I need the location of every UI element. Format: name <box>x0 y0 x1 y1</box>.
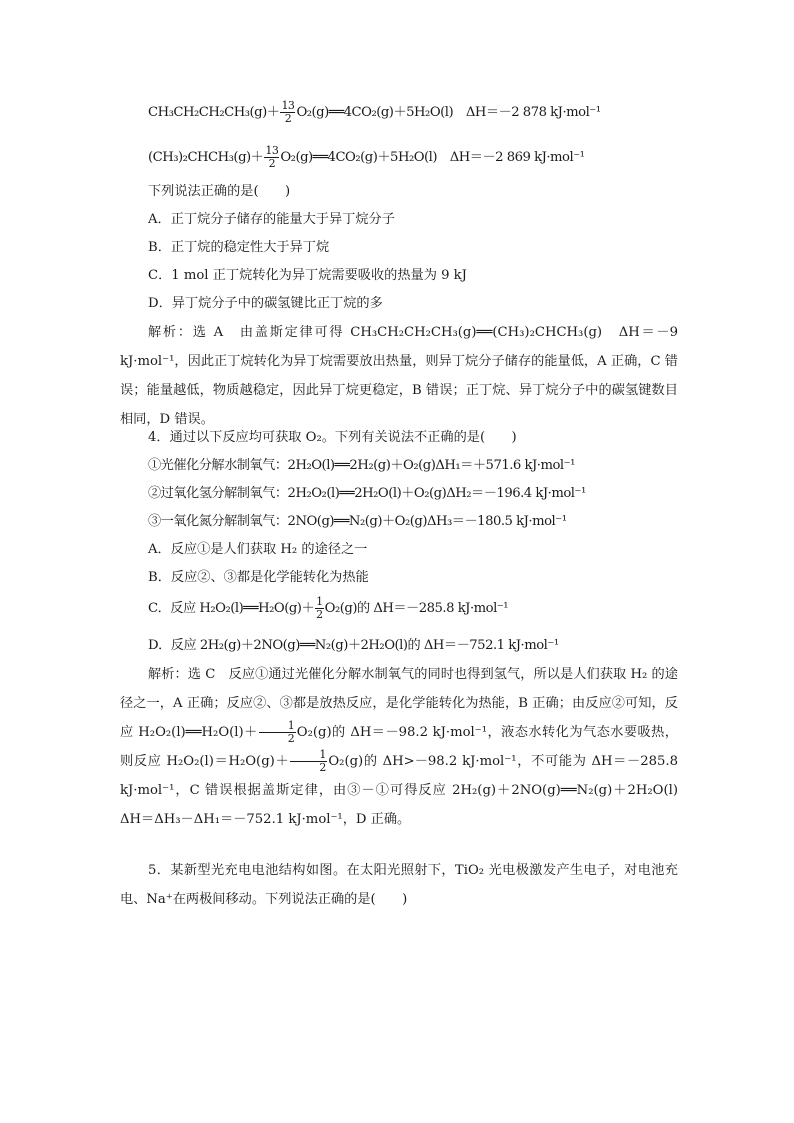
reaction-3: ③一氧化氮分解制氧气：2NO(g)══N₂(g)＋O₂(g)ΔH₃＝－180.5 kJ·mol⁻¹ <box>148 514 567 529</box>
fraction: $\frac{13}{2}$ <box>265 144 279 170</box>
question-3-stem: 下列说法正确的是( ) <box>148 184 291 199</box>
option-b: B．反应②、③都是化学能转化为热能 <box>148 570 369 585</box>
option-c: C．反应 H₂O₂(l)══H₂O(g)＋ $\frac{1}{2}$ O₂(g)的 ΔH＝－285.8 kJ·mol⁻¹ <box>148 595 509 621</box>
fraction: $\frac{1}{2}$ <box>316 595 323 621</box>
option-a: A．反应①是人们获取 H₂ 的途径之一 <box>148 542 368 557</box>
option-d: D．异丁烷分子中的碳氢键比正丁烷的多 <box>148 296 383 311</box>
fraction: $\frac{13}{2}$ <box>281 99 295 125</box>
question-4-stem: 4．通过以下反应均可获取 O₂。下列有关说法不正确的是( ) <box>148 430 517 445</box>
question-4-analysis: 解析：选 C 反应①通过光催化分解水制氧气的同时也得到氢气，所以是人们获取 H₂ 的途径之一，A 正确；反应②、③都是放热反应，是化学能转化为热能，B 正确；由反应②可知，反应 H₂O₂(l)══H₂O(l)＋ $\frac{1}{2}$ O₂(g)的 ΔH＝－98.2 kJ·mol⁻¹，液态水转化为气态水要吸热，则反应 H₂O₂(l)＝H₂O(g)＋ $\frac{1}{2}$ O₂(g)的 ΔH>－98.2 kJ·mol⁻¹，不可能为 ΔH＝－285.8 kJ·mol⁻¹，C 错误根据盖斯定律，由③－①可得反应 2H₂(g)＋2NO(g)══N₂(g)＋2H₂O(l) ΔH＝ΔH₃－ΔH₁＝－752.1 kJ·mol⁻¹，D 正确。 <box>120 667 692 827</box>
equation-n-butane: CH₃CH₂CH₂CH₃(g)＋ $\frac{13}{2}$ O₂(g)══4CO₂(g)＋5H₂O(l) ΔH＝－2 878 kJ·mol⁻¹ <box>148 99 601 125</box>
option-c: C．1 mol 正丁烷转化为异丁烷需要吸收的热量为 9 kJ <box>148 268 467 283</box>
reaction-1: ①光催化分解水制氧气：2H₂O(l)══2H₂(g)＋O₂(g)ΔH₁＝＋571.6 kJ·mol⁻¹ <box>148 458 575 473</box>
fraction: $\frac{1}{2}$ <box>259 720 296 745</box>
option-b: B．正丁烷的稳定性大于异丁烷 <box>148 240 330 255</box>
fraction: $\frac{1}{2}$ <box>290 749 327 774</box>
equation-isobutane: (CH₃)₂CHCH₃(g)＋ $\frac{13}{2}$ O₂(g)══4CO₂(g)＋5H₂O(l) ΔH＝－2 869 kJ·mol⁻¹ <box>148 144 585 170</box>
question-3-analysis: 解析：选 A 由盖斯定律可得 CH₃CH₂CH₂CH₃(g)══(CH₃)₂CHCH₃(g) ΔH＝－9 kJ·mol⁻¹，因此正丁烷转化为异丁烷需要放出热量，则异丁烷分子储存的能量低，A 正确，C 错误；能量越低，物质越稳定，因此异丁烷更稳定，B 错误；正丁烷、异丁烷分子中的碳氢键数目相同，D 错误。 <box>120 325 678 427</box>
reaction-2: ②过氧化氢分解制氧气：2H₂O₂(l)══2H₂O(l)＋O₂(g)ΔH₂＝－196.4 kJ·mol⁻¹ <box>148 486 586 501</box>
option-d: D．反应 2H₂(g)＋2NO(g)══N₂(g)＋2H₂O(l)的 ΔH＝－752.1 kJ·mol⁻¹ <box>148 638 559 653</box>
option-a: A．正丁烷分子储存的能量大于异丁烷分子 <box>148 212 395 227</box>
question-5-stem: 5．某新型光充电电池结构如图。在太阳光照射下，TiO₂ 光电极激发产生电子，对电池充电、Na⁺在两极间移动。下列说法正确的是( ) <box>120 863 678 907</box>
